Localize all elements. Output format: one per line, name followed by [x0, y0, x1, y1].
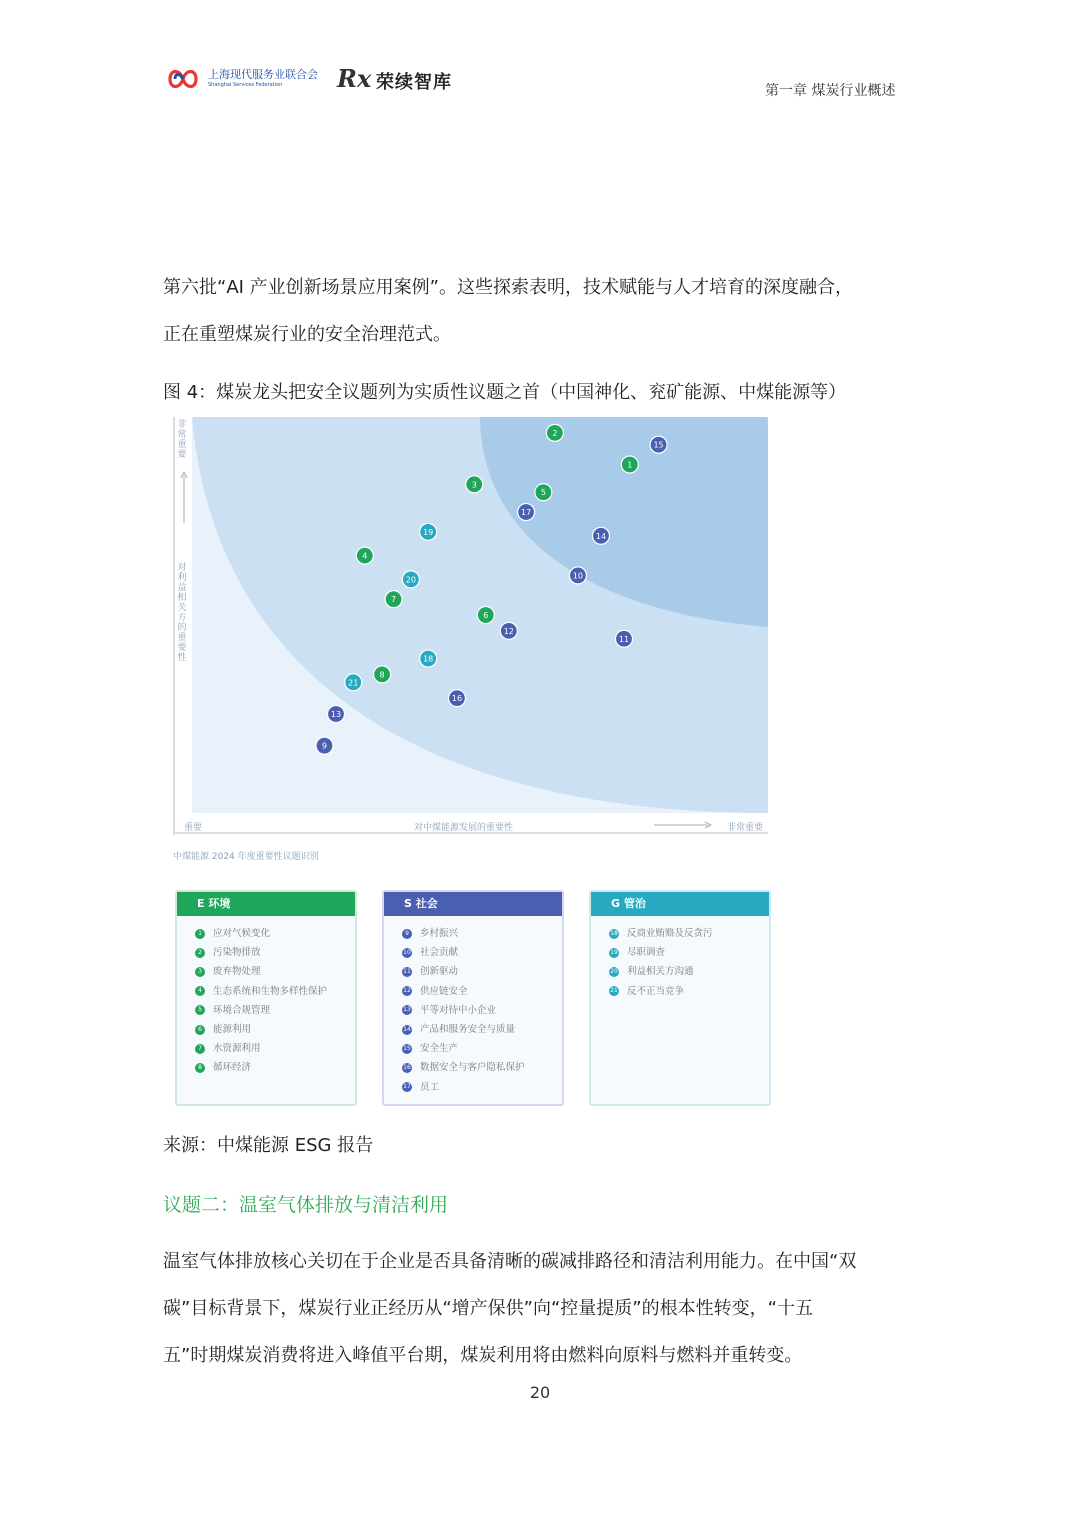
- data-point-19: [420, 523, 437, 540]
- data-point-21: [345, 674, 362, 691]
- data-point-8: [374, 666, 391, 683]
- legend-item-number: 17: [403, 1083, 411, 1091]
- legend-item-label: 反不正当竞争: [627, 985, 685, 997]
- data-point-label: 18: [423, 654, 434, 664]
- legend-item-number: 7: [195, 1044, 205, 1054]
- data-point-label: 6: [483, 611, 489, 620]
- data-point-6: [477, 607, 494, 624]
- legend-item: [195, 943, 355, 962]
- legend-item-number: 19: [610, 948, 618, 956]
- legend-item-number: 16: [403, 1063, 411, 1071]
- data-point-3: [466, 476, 483, 493]
- federation-name: 上海现代服务业联合会: [208, 68, 318, 81]
- data-point-label: 17: [520, 508, 532, 518]
- legend-item: [609, 982, 769, 1001]
- legend-item-label: 产品和服务安全与质量: [420, 1023, 516, 1035]
- legend-item-label: 数据安全与客户隐私保护: [420, 1062, 525, 1074]
- data-point-label: 4: [362, 551, 368, 561]
- legend-item-number: 10: [403, 948, 411, 956]
- figure-source: 来源：中煤能源 ESG 报告: [163, 1135, 374, 1156]
- data-point-5: [535, 484, 552, 501]
- x-axis-left-label: 重要: [184, 823, 203, 833]
- data-point-18: [420, 650, 437, 667]
- legend-item: [195, 982, 355, 1001]
- legend-item: [195, 924, 355, 943]
- data-point-14: [592, 527, 609, 544]
- legend-item-number: 5: [195, 1005, 205, 1015]
- data-point-label: 1: [627, 460, 633, 470]
- legend-item-label: 员工: [420, 1081, 440, 1093]
- data-point-9: [316, 737, 333, 754]
- data-point-label: 5: [540, 488, 546, 498]
- legend-item-label: 创新驱动: [420, 966, 459, 978]
- data-point-label: 8: [379, 670, 385, 680]
- data-point-label: 11: [618, 634, 630, 644]
- legend-item-label: 废弃物处理: [213, 966, 261, 978]
- data-point-12: [500, 622, 517, 639]
- legend-governance: [589, 890, 771, 1106]
- data-point-13: [328, 706, 345, 723]
- legend-item-label: 平等对待中小企业: [420, 1004, 497, 1016]
- data-point-label: 16: [451, 694, 463, 704]
- data-point-1: [621, 456, 638, 473]
- legend-item-label: 乡村振兴: [420, 928, 459, 939]
- legend-item-number: 8: [195, 1063, 205, 1073]
- chart-caption: 中煤能源 2024 年度重要性议题识别: [173, 852, 319, 862]
- legend-item: [609, 924, 769, 943]
- legend-item: [402, 943, 562, 962]
- paragraph-line: 第六批“AI 产业创新场景应用案例”。这些探索表明，技术赋能与人才培育的深度融合，: [163, 277, 853, 298]
- legend-item: [609, 943, 769, 962]
- legend-item-label: 供应链安全: [420, 985, 468, 997]
- data-point-label: 12: [503, 626, 514, 636]
- legend-item-label: 应对气候变化: [213, 928, 271, 939]
- legend-governance-title: G 管治: [591, 892, 769, 916]
- legend-item-label: 环境合规管理: [213, 1004, 271, 1016]
- legend-item-label: 污染物排放: [213, 947, 261, 959]
- think-tank-logo-icon: Rx: [337, 64, 372, 93]
- data-point-label: 3: [471, 480, 477, 490]
- paragraph-line: 碳”目标背景下，煤炭行业正经历从“增产保供”向“控量提质”的根本性转变，“十五: [163, 1298, 813, 1319]
- legend-item-number: 20: [610, 967, 618, 975]
- data-point-label: 13: [330, 710, 342, 719]
- data-point-label: 15: [653, 440, 664, 450]
- legend-environment-title: E 环境: [177, 892, 355, 916]
- data-point-label: 20: [405, 575, 416, 585]
- legend-item-number: 15: [403, 1044, 411, 1052]
- legend-item: [195, 1001, 355, 1020]
- legend-item-number: 6: [195, 1025, 205, 1035]
- legend-item-number: 18: [610, 929, 618, 937]
- legend-item-label: 水资源利用: [213, 1043, 261, 1055]
- legend-item-label: 能源利用: [213, 1023, 252, 1035]
- legend-item-number: 14: [403, 1025, 411, 1033]
- legend-item-number: 13: [403, 1006, 411, 1014]
- x-axis-right-label: 非常重要: [727, 823, 764, 833]
- data-point-16: [448, 690, 465, 707]
- federation-subtitle: Shanghai Services Federation: [208, 82, 283, 88]
- legend-item-label: 循环经济: [213, 1062, 252, 1074]
- federation-logo-icon: [166, 66, 200, 92]
- legend-item: [402, 1058, 562, 1077]
- legend-item-number: 21: [610, 987, 618, 995]
- legend-item: [195, 962, 355, 981]
- legend-item: [195, 1020, 355, 1039]
- legend-item: [402, 1039, 562, 1058]
- data-point-17: [518, 504, 535, 521]
- legend-item: [402, 1078, 562, 1097]
- page-number: 20: [529, 1383, 551, 1402]
- legend-item-label: 反商业贿赂及反贪污: [627, 928, 713, 939]
- materiality-matrix-chart: [170, 415, 770, 835]
- data-point-label: 2: [552, 428, 558, 438]
- legend-item-label: 尽职调查: [627, 947, 666, 959]
- think-tank-name: 荣续智库: [376, 72, 452, 93]
- legend-item-label: 生态系统和生物多样性保护: [213, 985, 328, 997]
- legend-item-number: 2: [195, 948, 205, 958]
- data-point-10: [569, 567, 586, 584]
- data-point-2: [546, 424, 563, 441]
- legend-item: [402, 1020, 562, 1039]
- legend-item-number: 3: [195, 967, 205, 977]
- legend-item-label: 利益相关方沟通: [627, 966, 694, 978]
- legend-item: [195, 1058, 355, 1077]
- data-point-label: 21: [348, 678, 359, 688]
- legend-item-label: 社会贡献: [420, 947, 459, 959]
- data-point-15: [650, 436, 667, 453]
- legend-item-number: 1: [195, 929, 205, 939]
- data-point-11: [616, 630, 633, 647]
- data-point-4: [356, 547, 373, 564]
- legend-item: [195, 1039, 355, 1058]
- legend-social-title: S 社会: [384, 892, 562, 916]
- y-axis-label: 对利益相关方的重要性: [177, 563, 187, 663]
- data-point-20: [402, 571, 419, 588]
- paragraph-line: 正在重塑煤炭行业的安全治理范式。: [163, 324, 451, 345]
- paragraph-line: 温室气体排放核心关切在于企业是否具备清晰的碳减排路径和清洁利用能力。在中国“双: [163, 1251, 857, 1272]
- legend-item: [402, 924, 562, 943]
- y-axis-top-label: 非常重要: [177, 420, 187, 460]
- legend-item: [402, 962, 562, 981]
- legend-item: [402, 1001, 562, 1020]
- legend-item-number: 12: [403, 987, 411, 995]
- data-point-7: [385, 591, 402, 608]
- legend-item-label: 安全生产: [420, 1043, 459, 1055]
- data-point-label: 14: [595, 531, 607, 541]
- chapter-title: 第一章 煤炭行业概述: [765, 83, 896, 99]
- legend-item: [609, 962, 769, 981]
- data-point-label: 7: [391, 595, 397, 605]
- topic-heading: 议题二：温室气体排放与清洁利用: [163, 1194, 449, 1216]
- data-point-label: 10: [572, 571, 584, 581]
- data-point-label: 19: [423, 527, 434, 537]
- data-point-label: 9: [321, 741, 328, 751]
- x-axis-label: 对中煤能源发展的重要性: [414, 823, 514, 833]
- legend-social: [382, 890, 564, 1106]
- legend-environment: [175, 890, 357, 1106]
- legend-item: [402, 982, 562, 1001]
- legend-item-number: 4: [195, 986, 205, 996]
- legend-item-number: 9: [402, 929, 412, 939]
- paragraph-line: 五”时期煤炭消费将进入峰值平台期，煤炭利用将由燃料向原料与燃料并重转变。: [163, 1345, 803, 1366]
- figure-title: 图 4：煤炭龙头把安全议题列为实质性议题之首（中国神化、兖矿能源、中煤能源等）: [163, 382, 847, 403]
- legend-item-number: 11: [403, 967, 411, 975]
